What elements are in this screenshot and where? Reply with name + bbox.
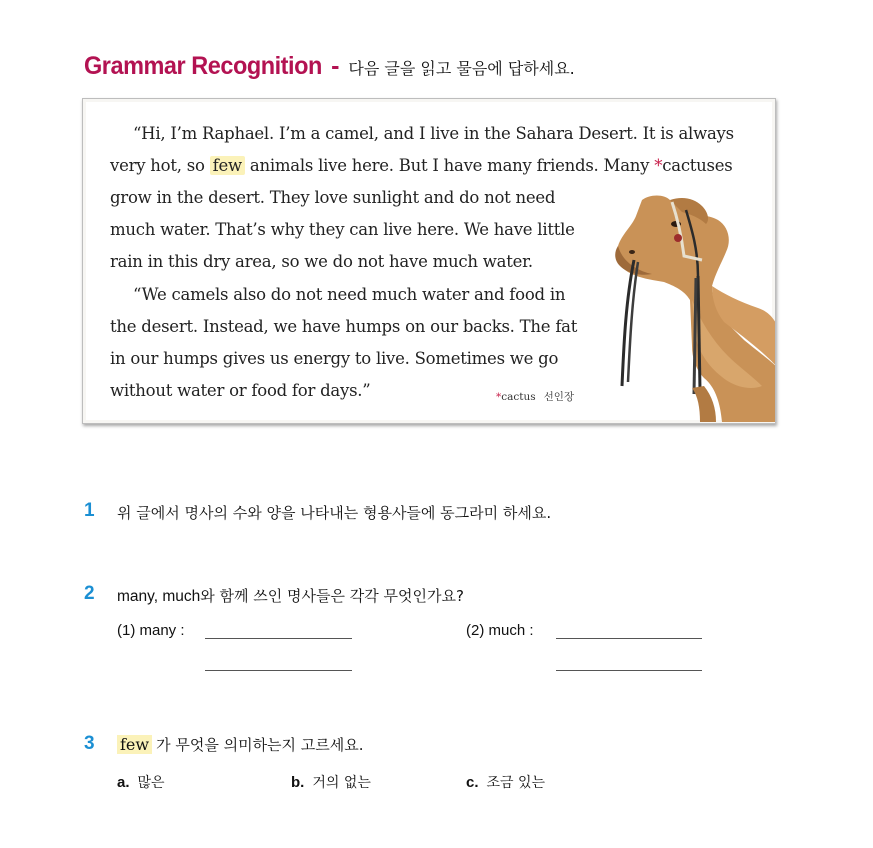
footnote-marker: * [654, 156, 663, 175]
answer-2-label: (2) much : [466, 622, 534, 639]
passage-line: in our humps gives us energy to live. Sometimes we go [110, 349, 559, 368]
answer-2-blank-a[interactable] [556, 638, 702, 639]
option-a[interactable]: a. 많은 [117, 774, 165, 791]
answer-1-label: (1) many : [117, 622, 185, 639]
passage-box [82, 98, 776, 424]
highlighted-word: few [210, 156, 245, 175]
passage-paper [86, 102, 772, 420]
section-instruction: 다음 글을 읽고 물음에 답하세요. [348, 59, 575, 78]
passage-line: much water. That’s why they can live here. We have little [110, 220, 575, 239]
camel-illustration [612, 190, 776, 422]
footnote: *cactus 선인장 [496, 391, 575, 403]
question-1-number: 1 [84, 500, 95, 521]
highlighted-word: few [117, 735, 152, 754]
question-2-text: many, much와 함께 쓰인 명사들은 각각 무엇인가요? [117, 587, 464, 605]
passage-line: without water or food for days.” [110, 381, 371, 400]
option-b[interactable]: b. 거의 없는 [291, 774, 371, 791]
passage-line: “We camels also do not need much water and food in [133, 285, 566, 304]
page-header [84, 52, 575, 86]
question-3-text: few 가 무엇을 의미하는지 고르세요. [117, 734, 364, 755]
passage-line: very hot, so few animals live here. But I have many friends. Many *cactuses [110, 156, 733, 175]
question-1-text: 위 글에서 명사의 수와 양을 나타내는 형용사들에 동그라미 하세요. [117, 504, 552, 522]
answer-2-blank-b[interactable] [556, 670, 702, 671]
question-3-number: 3 [84, 733, 95, 754]
passage-line: rain in this dry area, so we do not have much water. [110, 252, 533, 271]
passage-line: grow in the desert. They love sunlight and do not need [110, 188, 556, 207]
question-2-number: 2 [84, 583, 95, 604]
passage-line: “Hi, I’m Raphael. I’m a camel, and I live in the Sahara Desert. It is always [133, 124, 734, 143]
answer-1-blank-b[interactable] [205, 670, 352, 671]
answer-1-blank-a[interactable] [205, 638, 352, 639]
section-title: Grammar Recognition [84, 52, 322, 80]
option-c[interactable]: c. 조금 있는 [466, 774, 546, 791]
title-dash: - [331, 52, 340, 80]
passage-line: the desert. Instead, we have humps on our backs. The fat [110, 317, 578, 336]
